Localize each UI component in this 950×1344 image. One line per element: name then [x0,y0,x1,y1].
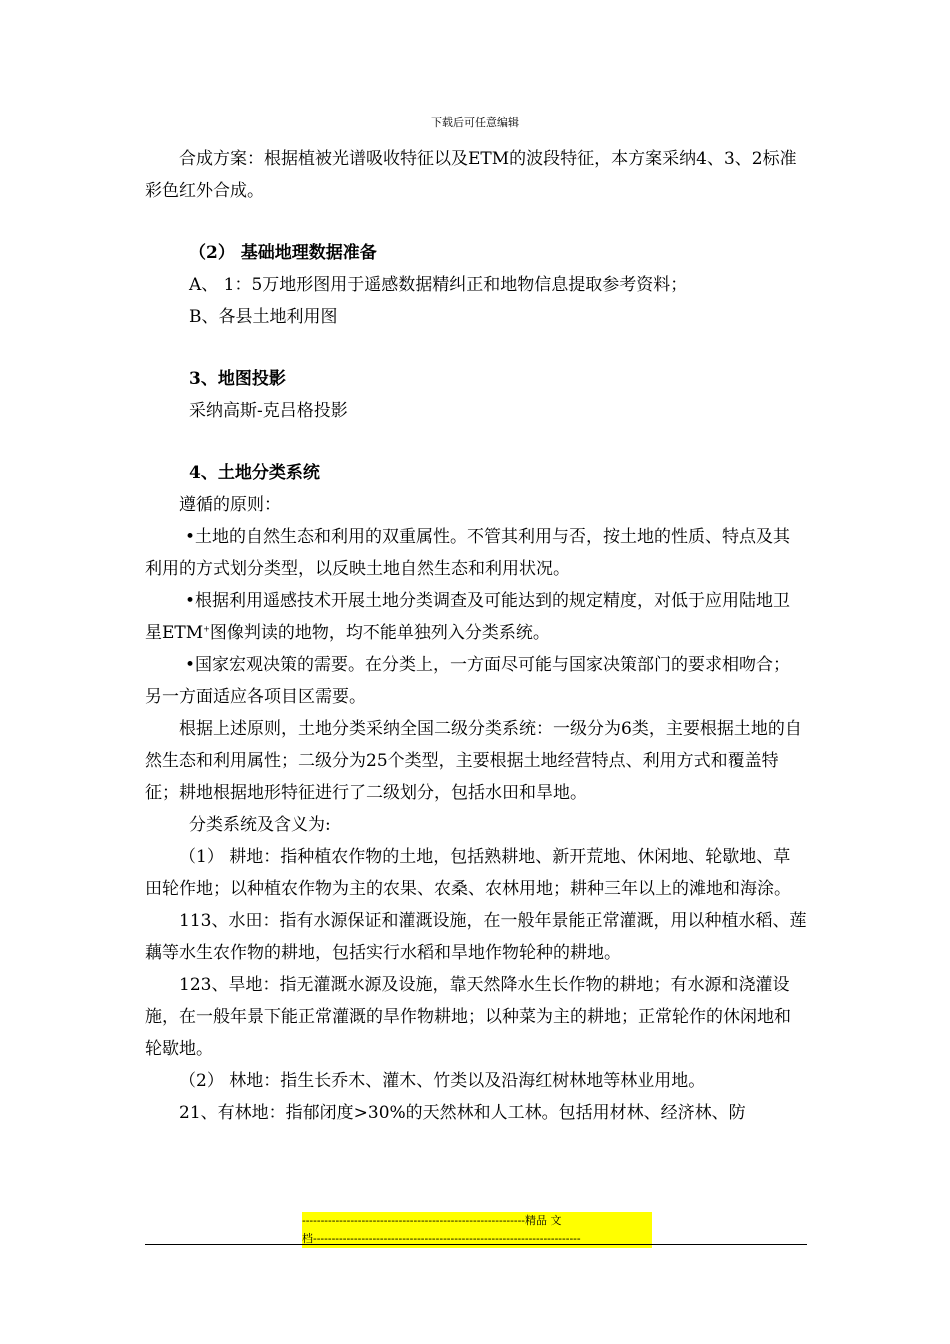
bullet-3: •国家宏观决策的需要。在分类上，一方面尽可能与国家决策部门的要求相吻合；另一方面适应各项目区需要。 [145,655,791,707]
heading-land-classification: 4、土地分类系统 [189,463,320,483]
class-paddy-field: 113、水田：指有水源保证和灌溉设施，在一般年景能正常灌溉，用以种植水稻、莲藕等水生农作物的耕地，包括实行水稻和旱地作物轮种的耕地。 [145,911,807,963]
footer-watermark-line-1: ------------------------------------------------------------精品 文 [302,1212,652,1230]
footer-divider [145,1244,807,1245]
item-a: A、 1：5万地形图用于遥感数据精纠正和地物信息提取参考资料； [189,275,688,295]
bullet-1: •土地的自然生态和利用的双重属性。不管其利用与否，按土地的性质、特点及其利用的方式划分类型，以反映土地自然生态和利用状况。 [145,527,791,579]
class-forest-land: （2） 林地：指生长乔木、灌木、竹类以及沿海红树林地等林业用地。 [179,1071,706,1091]
paragraph-system: 根据上述原则，土地分类采纳全国二级分类系统：一级分为6类，主要根据土地的自然生态和利用属性；二级分为25个类型，主要根据土地经营特点、利用方式和覆盖特征；耕地根据地形特征进行了二级划分，包括水田和旱地。 [145,719,802,803]
class-dry-land: 123、旱地：指无灌溉水源及设施，靠天然降水生长作物的耕地；有水源和浇灌设施，在一般年景下能正常灌溉的旱作物耕地；以种菜为主的耕地；正常轮作的休闲地和轮歇地。 [145,975,791,1059]
footer-watermark-line-2: 档------------------------------------------------------------------------ [302,1230,652,1248]
class-cultivated-land: （1） 耕地：指种植农作物的土地，包括熟耕地、新开荒地、休闲地、轮歇地、草田轮作地；以种植农作物为主的农果、农桑、农林用地；耕种三年以上的滩地和海涂。 [145,847,791,899]
footer-watermark [302,1212,652,1248]
item-b: B、各县土地利用图 [189,307,338,327]
document-body [145,143,807,1129]
bullet-2 [145,585,807,649]
bullet-2-text: •根据利用遥感技术开展土地分类调查及可能达到的规定精度，对低于应用陆地卫星ETM [145,591,791,643]
page-header: 下载后可任意编辑 [431,116,519,129]
heading-map-projection: 3、地图投影 [189,369,286,389]
class-wooded-land: 21、有林地：指郁闭度>30%的天然林和人工林。包括用材林、经济林、防 [179,1103,746,1123]
heading-basic-data: （2） 基础地理数据准备 [189,243,377,263]
paragraph-projection: 采纳高斯-克吕格投影 [189,401,348,421]
paragraph-synthesis: 合成方案：根据植被光谱吸收特征以及ETM的波段特征，本方案采纳4、3、2标准彩色红外合成。 [145,149,797,201]
bullet-2-superscript: + [203,624,210,634]
paragraph-principle: 遵循的原则： [179,495,281,515]
paragraph-meaning: 分类系统及含义为: [189,815,331,835]
bullet-2-text-end: 图像判读的地物，均不能单独列入分类系统。 [209,623,550,643]
